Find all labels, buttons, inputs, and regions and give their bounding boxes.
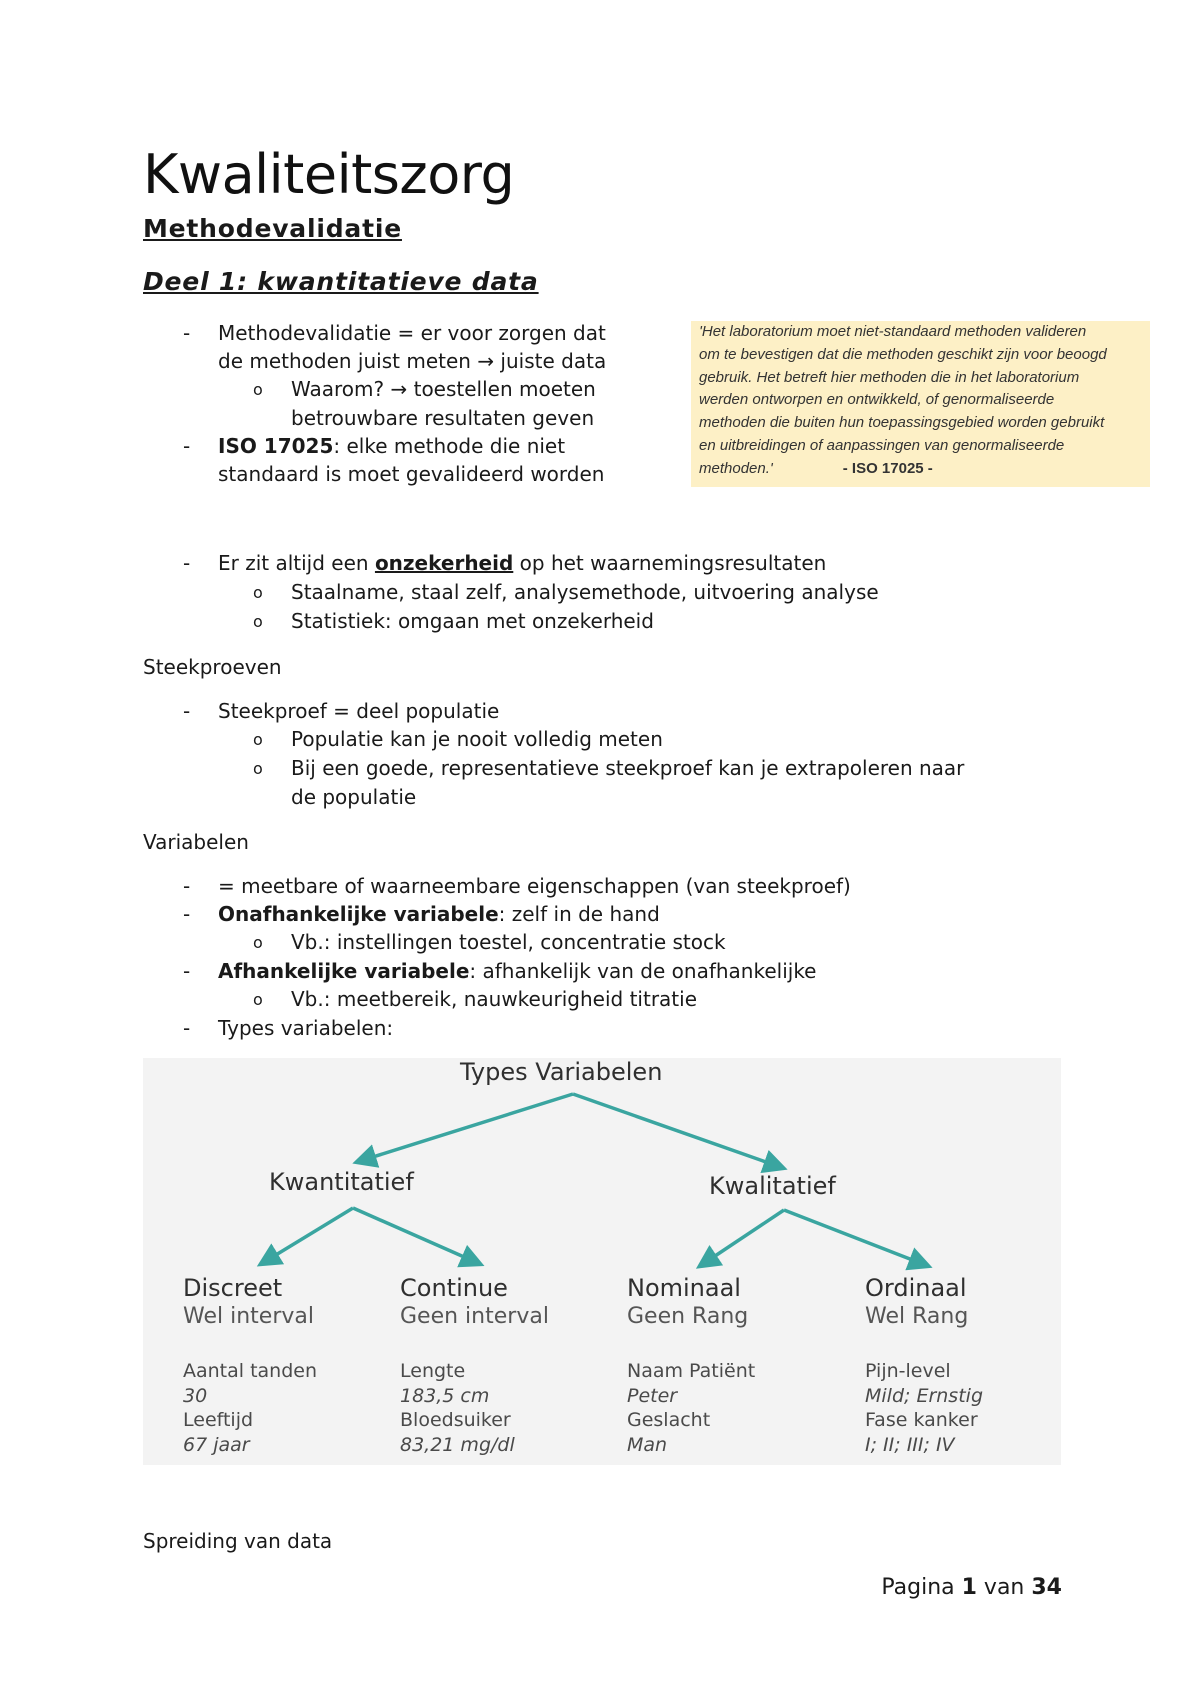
- section-heading: Methodevalidatie: [143, 214, 402, 243]
- sub-item-text: Waarom? → toestellen moeten: [291, 377, 596, 401]
- leaf-example-label: Geslacht: [627, 1409, 711, 1431]
- sub-bullet-icon: o: [253, 759, 263, 778]
- leaf-example-label: Lengte: [400, 1360, 466, 1382]
- connector-right-ordinaal: [784, 1210, 928, 1266]
- leaf-example-value: 30: [183, 1385, 208, 1407]
- diagram-node-kwantitatief: Kwantitatief: [269, 1168, 414, 1196]
- list-item-text: Methodevalidatie = er voor zorgen dat: [218, 321, 606, 345]
- section-label: Variabelen: [143, 830, 249, 854]
- section-label: Spreiding van data: [143, 1529, 333, 1553]
- list-item-text: Er zit altijd een onzekerheid op het waarnemingsresultaten: [218, 551, 827, 575]
- sub-item-text: Vb.: instellingen toestel, concentratie stock: [291, 930, 726, 954]
- leaf-example-value: Peter: [627, 1385, 678, 1407]
- leaf-example-value: 183,5 cm: [400, 1385, 490, 1407]
- quote-line: om te bevestigen dat die methoden geschikt zijn voor beoogd: [699, 345, 1107, 363]
- leaf-example-value: Man: [627, 1434, 668, 1456]
- connector-root-left: [357, 1094, 573, 1162]
- quote-line: methoden.' - ISO 17025 -: [699, 459, 933, 477]
- leaf-title: Nominaal: [627, 1274, 741, 1302]
- sub-item-text: Vb.: meetbereik, nauwkeurigheid titratie: [291, 987, 698, 1011]
- bullet-dash: -: [183, 1016, 191, 1040]
- leaf-example-value: 67 jaar: [183, 1434, 250, 1456]
- leaf-example-value: 83,21 mg/dl: [400, 1434, 515, 1456]
- types-variabelen-diagram: [143, 1058, 1061, 1465]
- diagram-node-kwalitatief: Kwalitatief: [709, 1172, 836, 1200]
- list-item-continuation: standaard is moet gevalideerd worden: [218, 462, 605, 486]
- connector-left-discreet: [261, 1208, 353, 1264]
- leaf-example-value: I; II; III; IV: [865, 1434, 955, 1456]
- quote-line: methoden die buiten hun toepassingsgebied worden gebruikt: [699, 414, 1105, 432]
- leaf-subtitle: Geen Rang: [627, 1304, 749, 1329]
- diagram-root-label: Types Variabelen: [460, 1058, 663, 1086]
- sub-bullet-icon: o: [253, 583, 263, 602]
- sub-item-text: Populatie kan je nooit volledig meten: [291, 727, 663, 751]
- leaf-example-label: Fase kanker: [865, 1409, 978, 1431]
- leaf-example-label: Pijn-level: [865, 1360, 951, 1382]
- sub-bullet-icon: o: [253, 990, 263, 1009]
- arrow-icon: →: [477, 349, 495, 373]
- sub-item-text: Bij een goede, representatieve steekproef kan je extrapoleren naar: [291, 756, 965, 780]
- bullet-dash: -: [183, 321, 191, 345]
- list-item-text: Afhankelijke variabele: afhankelijk van de onafhankelijke: [218, 959, 817, 983]
- page-number: 1: [961, 1575, 977, 1600]
- leaf-example-label: Bloedsuiker: [400, 1409, 511, 1431]
- page-title: Kwaliteitszorg: [143, 143, 515, 206]
- sub-item-continuation: betrouwbare resultaten geven: [291, 406, 595, 430]
- sub-item-text: Statistiek: omgaan met onzekerheid: [291, 609, 654, 633]
- bullet-dash: -: [183, 699, 191, 723]
- leaf-subtitle: Wel interval: [183, 1304, 314, 1329]
- leaf-example-label: Naam Patiënt: [627, 1360, 756, 1382]
- sub-item-text: Staalname, staal zelf, analysemethode, uitvoering analyse: [291, 580, 879, 604]
- sub-bullet-icon: o: [253, 730, 263, 749]
- list-item-text: Steekproef = deel populatie: [218, 699, 500, 723]
- leaf-title: Continue: [400, 1274, 508, 1302]
- arrow-icon: →: [390, 377, 408, 401]
- leaf-example-label: Leeftijd: [183, 1409, 254, 1431]
- bullet-dash: -: [183, 874, 191, 898]
- leaf-subtitle: Wel Rang: [865, 1304, 969, 1329]
- quote-line: 'Het laboratorium moet niet-standaard methoden valideren: [699, 323, 1087, 340]
- sub-item-continuation: de populatie: [291, 785, 417, 809]
- section-label: Steekproeven: [143, 655, 282, 679]
- quote-source: - ISO 17025 -: [842, 459, 933, 477]
- connector-right-nominaal: [700, 1210, 784, 1266]
- list-item-text: juiste data: [494, 349, 607, 373]
- iso-quote-box: [691, 321, 1150, 487]
- list-item-text: = meetbare of waarneembare eigenschappen (van steekproef): [218, 874, 851, 898]
- leaf-example-value: Mild; Ernstig: [865, 1385, 983, 1407]
- quote-line: en uitbreidingen of aanpassingen van genormaliseerde: [699, 436, 1065, 454]
- leaf-example-label: Aantal tanden: [183, 1360, 318, 1382]
- bullet-dash: -: [183, 959, 191, 983]
- bullet-dash: -: [183, 551, 191, 575]
- connector-root-right: [573, 1094, 783, 1168]
- sub-bullet-icon: o: [253, 612, 263, 631]
- leaf-title: Discreet: [183, 1274, 283, 1302]
- subsection-heading: Deel 1: kwantitatieve data: [143, 267, 539, 296]
- list-item-continuation: [218, 347, 606, 375]
- list-item-text: de methoden juist meten: [218, 349, 478, 373]
- page-footer: Pagina 1 van 34: [881, 1575, 1062, 1600]
- list-item-text: Onafhankelijke variabele: zelf in de hand: [218, 902, 660, 926]
- page-total: 34: [1031, 1575, 1062, 1600]
- connector-left-continue: [353, 1208, 480, 1264]
- quote-line: werden ontworpen en ontwikkeld, of genormaliseerde: [699, 391, 1055, 409]
- leaf-subtitle: Geen interval: [400, 1304, 549, 1329]
- quote-line: gebruik. Het betreft hier methoden die in het laboratorium: [699, 368, 1080, 386]
- sub-bullet-icon: o: [253, 933, 263, 952]
- leaf-title: Ordinaal: [865, 1274, 967, 1302]
- list-item-text: ISO 17025: elke methode die niet: [218, 434, 566, 458]
- bullet-dash: -: [183, 434, 191, 458]
- list-item-text: Types variabelen:: [218, 1016, 394, 1040]
- bullet-dash: -: [183, 902, 191, 926]
- sub-bullet-icon: o: [253, 380, 263, 399]
